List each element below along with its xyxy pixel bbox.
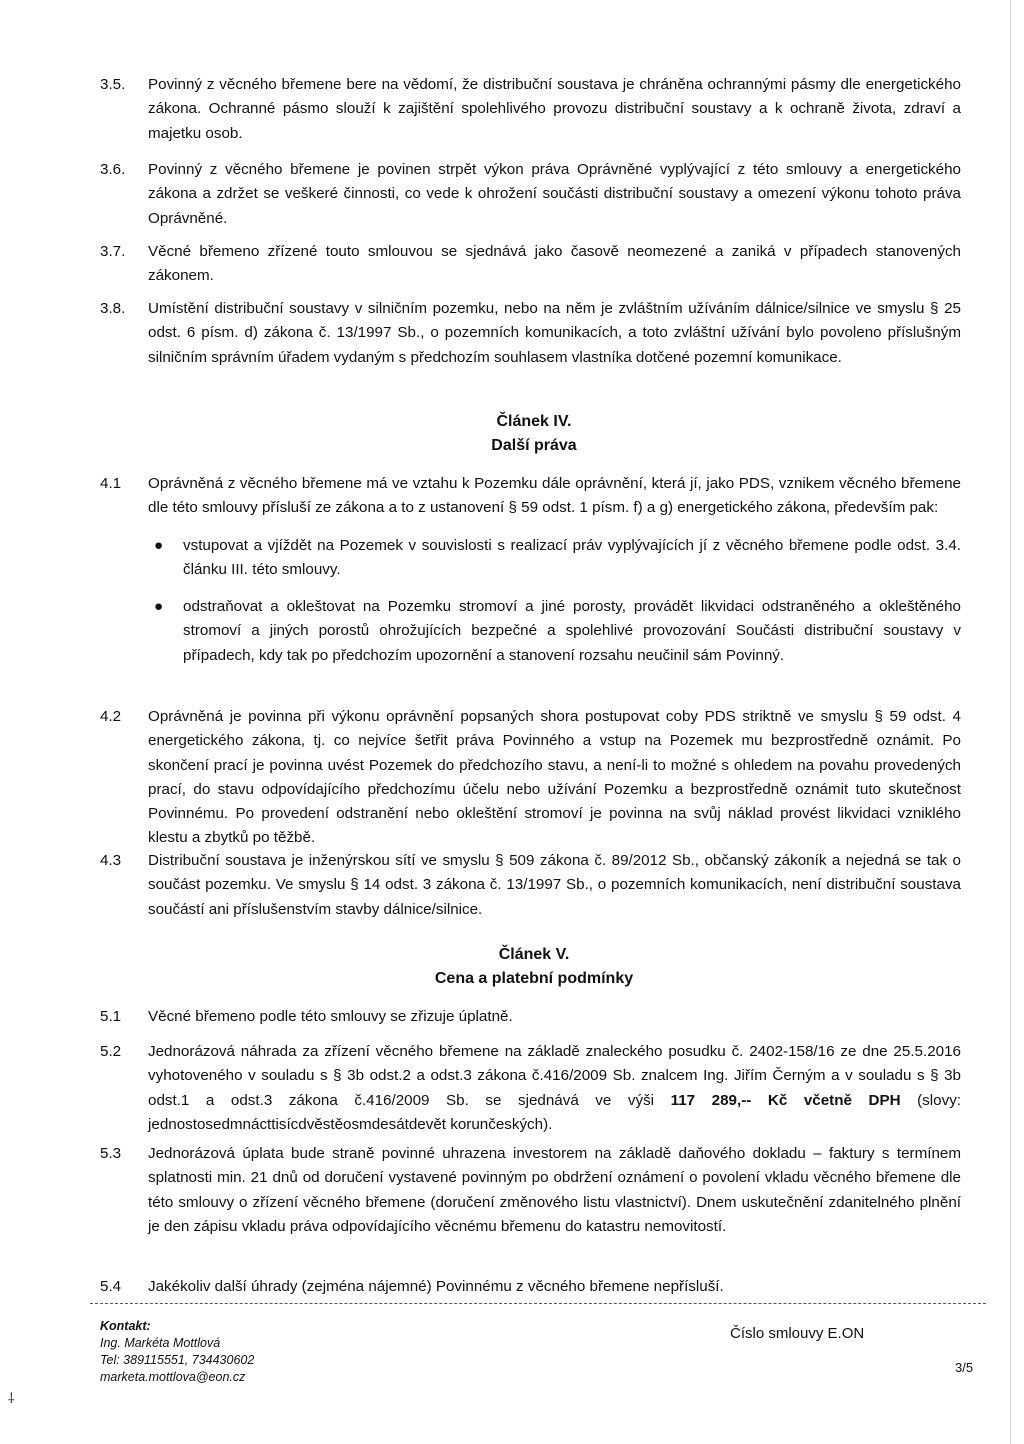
section-3-7 (100, 240, 961, 289)
section-text-before: Jednorázová náhrada za zřízení věcného břemene na základě znaleckého posudku č. 2402-158/16 ze dne 25.5.2016 vyhotoveného v souladu s § 3b odst.2 a odst.3 zákona č.416/2009 Sb. znalcem Ing. Jiřím Černým a v souladu s § 3b odst.1 a odst.3 zákona č.416/2009 Sb. se sjednává ve výši (148, 1043, 961, 1109)
section-4-3 (100, 849, 961, 922)
section-number: 3.7. (100, 243, 126, 260)
section-text: Povinný z věcného břemene je povinen strpět výkon práva Oprávněné vyplývající z této smlouvy a energetického zákona a zdržet se veškeré činnosti, co vede k ohrožení součásti distribuční soustavy a omezení výkonu tohoto práva Oprávněné. (148, 161, 961, 227)
section-5-1 (100, 1005, 961, 1029)
section-5-4 (100, 1275, 961, 1299)
page-number: 3/5 (955, 1360, 974, 1375)
section-text: Povinný z věcného břemene bere na vědomí, že distribuční soustava je chráněna ochrannými pásmy dle energetického zákona. Ochranné pásmo slouží k zajištění spolehlivého provozu distribuční soustavy a k ochraně života, zdraví a majetku osob. (148, 76, 961, 142)
section-3-5 (100, 73, 961, 146)
section-text: Věcné břemeno podle této smlouvy se zřizuje úplatně. (148, 1008, 513, 1025)
section-number: 4.3 (100, 852, 122, 869)
section-3-8 (100, 297, 961, 370)
section-number: 3.8. (100, 300, 126, 317)
section-number: 4.1 (100, 475, 122, 492)
section-5-3 (100, 1142, 961, 1239)
section-text (148, 1040, 961, 1137)
section-text: Distribuční soustava je inženýrskou sítí ve smyslu § 509 zákona č. 89/2012 Sb., občanský zákoník a nejedná se tak o součást pozemku. Ve smyslu § 14 odst. 3 zákona č. 13/1997 Sb., o pozemních komunikacích, není distribuční soustava součástí ani příslušenstvím stavby dálnice/silnice. (148, 852, 961, 918)
section-number: 3.5. (100, 76, 126, 93)
section-text: Jednorázová úplata bude straně povinné uhrazena investorem na základě daňového dokladu – faktury s termínem splatnosti min. 21 dnů od doručení vystavené povinným po obdržení oznámení o povolení vkladu věcného břemene dle této smlouvy o zřízení věcného břemene (doručení změnového listu vlastnictví). Dnem uskutečnění zdanitelného plnění je den zápisu vkladu práva odpovídajícího věcnému břemenu do katastru nemovitostí. (148, 1145, 961, 1235)
article-5-title: Článek V. (498, 946, 570, 963)
contact-phone: Tel: 389115551, 734430602 (100, 1353, 255, 1367)
contact-email: marketa.mottlova@eon.cz (100, 1370, 246, 1384)
section-text: Oprávněná z věcného břemene má ve vztahu k Pozemku dále oprávnění, která jí, jako PDS, vznikem věcného břemene dle této smlouvy přísluší ze zákona a to z ustanovení § 59 odst. 1 písm. f) a g) energetického zákona, především pak: (148, 475, 961, 517)
scan-edge-line (1010, 0, 1011, 1444)
contact-name: Ing. Markéta Mottlová (100, 1336, 221, 1350)
section-text: Věcné břemeno zřízené touto smlouvou se sjednává jako časově neomezené a zaniká v případech stanovených zákonem. (148, 243, 961, 285)
contact-label: Kontakt: (100, 1319, 151, 1333)
bullet-icon: ● (154, 598, 164, 616)
article-4-title: Článek IV. (496, 413, 572, 430)
section-text: Oprávněná je povinna při výkonu oprávnění popsaných shora postupovat coby PDS striktně ve smyslu § 59 odst. 4 energetického zákona, tj. co nejvíce šetřit práva Povinného a vstup na Pozemek mu bezprostředně oznámit. Po skončení prací je povinna uvést Pozemek do předchozího stavu, a není-li to možné s ohledem na povahu provedených prací, do stavu odpovídajícího předchozímu účelu nebo užívání Pozemku a bezprostředně oznámit tuto skutečnost Povinnému. Po provedení odstranění nebo okleštění stromoví je povinna na svůj náklad provést likvidaci vzniklého klestu a zbytků po těžbě. (148, 708, 961, 847)
section-text-after: (slovy: jednostosedmnácttisícdvěstěosmdesátdevět korunčeských). (148, 1091, 962, 1133)
article-4-subtitle: Další práva (491, 437, 577, 454)
bullet-item (148, 595, 961, 668)
bullet-item (148, 534, 961, 583)
bullet-text: vstupovat a vjíždět na Pozemek v souvislosti s realizací práv vyplývajících jí z věcného břemene podle odst. 3.4. článku III. této smlouvy. (183, 536, 961, 578)
footer-divider (90, 1303, 986, 1304)
section-text: Jakékoliv další úhrady (zejména nájemné) Povinnému z věcného břemene nepřísluší. (148, 1278, 724, 1295)
section-number: 5.2 (100, 1043, 122, 1060)
section-number: 3.6. (100, 161, 126, 178)
contract-number: Číslo smlouvy E.ON (730, 1325, 865, 1342)
section-text: Umístění distribuční soustavy v silničním pozemku, nebo na něm je zvláštním užíváním dálnice/silnice ve smyslu § 25 odst. 6 písm. d) zákona č. 13/1997 Sb., o pozemních komunikacích, a toto zvláštní užívání bylo povoleno příslušným silničním správním úřadem vydaným s předchozím souhlasem vlastníka dotčené pozemní komunikace. (148, 300, 961, 366)
bullet-text: odstraňovat a okleštovat na Pozemku stromoví a jiné porosty, provádět likvidaci odstraněného a okleštěného stromoví a jiných porostů ohrožujících bezpečné a spolehlivé provozování Součásti distribuční soustavy v případech, kdy tak po předchozím upozornění a stanovení rozsahu neučinil sám Povinný. (183, 598, 961, 664)
section-3-6 (100, 158, 961, 231)
section-number: 5.4 (100, 1278, 122, 1295)
section-number: 5.1 (100, 1008, 122, 1025)
footer-contact (100, 1318, 254, 1386)
bullet-icon: ● (154, 536, 164, 554)
section-4-1 (100, 472, 961, 668)
margin-scribble-icon: ⸸ (8, 1390, 15, 1406)
section-4-2 (100, 705, 961, 851)
payment-amount: 117 289,-- Kč včetně DPH (670, 1091, 901, 1109)
section-number: 5.3 (100, 1145, 122, 1162)
section-number: 4.2 (100, 708, 122, 725)
article-5-subtitle: Cena a platební podmínky (434, 970, 634, 987)
section-5-2 (100, 1040, 961, 1137)
